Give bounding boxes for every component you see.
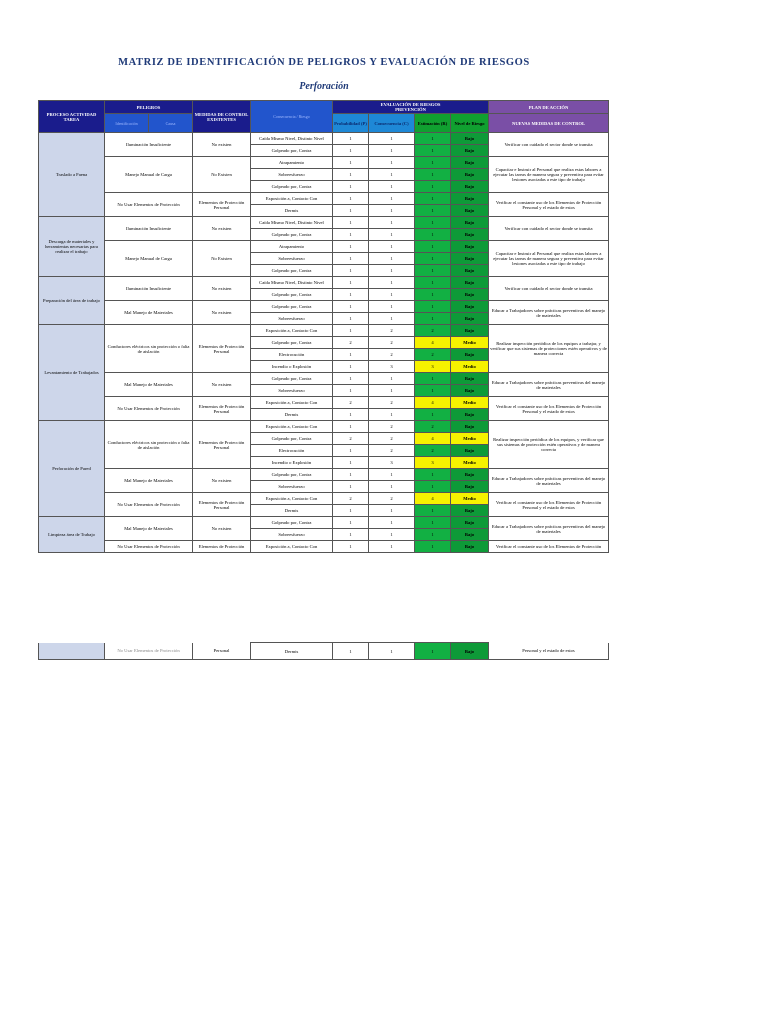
nivel-riesgo-badge: Bajo [451, 481, 489, 493]
plan-accion-cell: Verificar el constante uso de los Elementos de Protección Personal y el estado de estos [489, 493, 609, 517]
probabilidad-cell: 1 [333, 457, 369, 469]
nivel-riesgo-badge: Bajo [451, 313, 489, 325]
nivel-riesgo-badge: Medio [451, 433, 489, 445]
tail-c-cell: 1 [369, 643, 415, 660]
severidad-cell: 1 [369, 313, 415, 325]
consecuencia-cell: Dermis [251, 505, 333, 517]
probabilidad-cell: 1 [333, 277, 369, 289]
severidad-cell: 1 [369, 181, 415, 193]
consecuencia-cell: Golpeado por, Contra [251, 145, 333, 157]
probabilidad-cell: 1 [333, 145, 369, 157]
consecuencia-cell: Exposición a, Contacto Con [251, 421, 333, 433]
consecuencia-cell: Exposición a, Contacto Con [251, 541, 333, 553]
nivel-riesgo-badge: Bajo [451, 421, 489, 433]
consecuencia-cell: Incendio o Explosión [251, 361, 333, 373]
header-consecuencia-c: Consecuencia (C) [369, 114, 415, 133]
consecuencia-cell: Golpeado por, Contra [251, 265, 333, 277]
header-prevencion-label: PREVENCIÓN [395, 107, 426, 112]
tail-consecuencia-cell: Dermis [251, 643, 333, 660]
probabilidad-cell: 1 [333, 373, 369, 385]
consecuencia-cell: Golpeado por, Contra [251, 229, 333, 241]
proceso-cell: Preparación del área de trabajo [39, 277, 105, 325]
consecuencia-cell: Golpeado por, Contra [251, 337, 333, 349]
consecuencia-cell: Exposición a, Contacto Con [251, 493, 333, 505]
nivel-riesgo-badge: Bajo [451, 505, 489, 517]
severidad-cell: 2 [369, 445, 415, 457]
plan-accion-cell: Educar a Trabajadores sobre prácticas preventivas del manejo de materiales [489, 517, 609, 541]
probabilidad-cell: 1 [333, 481, 369, 493]
header-proceso: PROCESO ACTIVIDAD TAREA [39, 101, 105, 133]
consecuencia-cell: Sobreesfuerzo [251, 313, 333, 325]
severidad-cell: 2 [369, 493, 415, 505]
estimacion-cell: 1 [415, 517, 451, 529]
consecuencia-cell: Golpeado por, Contra [251, 433, 333, 445]
header-estimacion: Estimación (R) [415, 114, 451, 133]
table-row [39, 241, 609, 253]
consecuencia-cell: Golpeado por, Contra [251, 469, 333, 481]
consecuencia-cell: Electrocución [251, 349, 333, 361]
probabilidad-cell: 1 [333, 301, 369, 313]
estimacion-cell: 1 [415, 277, 451, 289]
nivel-riesgo-badge: Bajo [451, 373, 489, 385]
severidad-cell: 2 [369, 349, 415, 361]
header-consecuencia: Consecuencia / Riesgo [251, 101, 333, 133]
medida-cell: No existen [193, 277, 251, 301]
estimacion-cell: 4 [415, 433, 451, 445]
plan-accion-cell: Realizar inspección periódica de los equipos, y verificar que sus sistemas de protección estén operativos y de manera correcta [489, 421, 609, 469]
proceso-cell: Traslado a Faena [39, 133, 105, 217]
estimacion-cell: 1 [415, 253, 451, 265]
header-nuevas-medidas: NUEVAS MEDIDAS DE CONTROL [489, 114, 609, 133]
table-row [39, 133, 609, 145]
consecuencia-cell: Dermis [251, 205, 333, 217]
estimacion-cell: 2 [415, 349, 451, 361]
header-probabilidad: Probabilidad (P) [333, 114, 369, 133]
estimacion-cell: 1 [415, 145, 451, 157]
nivel-riesgo-badge: Bajo [451, 193, 489, 205]
medida-cell: Elementos de Protección Personal [193, 397, 251, 421]
severidad-cell: 2 [369, 337, 415, 349]
table-row [39, 217, 609, 229]
severidad-cell: 2 [369, 325, 415, 337]
peligro-cell: Iluminación Insuficiente [105, 133, 193, 157]
severidad-cell: 1 [369, 373, 415, 385]
medida-cell: Elementos de Protección Personal [193, 421, 251, 469]
severidad-cell: 1 [369, 229, 415, 241]
consecuencia-cell: Sobreesfuerzo [251, 385, 333, 397]
probabilidad-cell: 1 [333, 325, 369, 337]
probabilidad-cell: 1 [333, 253, 369, 265]
medida-cell: No existen [193, 373, 251, 397]
probabilidad-cell: 1 [333, 133, 369, 145]
estimacion-cell: 1 [415, 229, 451, 241]
estimacion-cell: 1 [415, 241, 451, 253]
peligro-cell: No Usar Elementos de Protección [105, 541, 193, 553]
severidad-cell: 2 [369, 397, 415, 409]
tail-proceso-cell [39, 643, 105, 660]
risk-matrix-continuation [38, 642, 609, 660]
nivel-riesgo-badge: Medio [451, 397, 489, 409]
header-peligros-causa: Causa [149, 114, 193, 133]
consecuencia-cell: Atrapamiento [251, 241, 333, 253]
peligro-cell: Conductores eléctricos sin protección o falta de aislación [105, 421, 193, 469]
consecuencia-cell: Sobreesfuerzo [251, 169, 333, 181]
plan-accion-cell: Realizar inspección periódica de los equipos a trabajar, y verificar que sus sistemas de protecciones estén operativos y de manera correcta [489, 325, 609, 373]
medida-cell: Elementos de Protección Personal [193, 193, 251, 217]
probabilidad-cell: 1 [333, 181, 369, 193]
nivel-riesgo-badge: Bajo [451, 169, 489, 181]
estimacion-cell: 1 [415, 469, 451, 481]
table-row [39, 421, 609, 433]
medida-cell: No existen [193, 517, 251, 541]
estimacion-cell: 1 [415, 313, 451, 325]
tail-medida-cell: Personal [193, 643, 251, 660]
severidad-cell: 1 [369, 193, 415, 205]
nivel-riesgo-badge: Medio [451, 337, 489, 349]
severidad-cell: 1 [369, 157, 415, 169]
probabilidad-cell: 1 [333, 205, 369, 217]
severidad-cell: 1 [369, 145, 415, 157]
consecuencia-cell: Dermis [251, 409, 333, 421]
table-row [39, 325, 609, 337]
severidad-cell: 1 [369, 541, 415, 553]
proceso-cell: Limpieza área de Trabajo [39, 517, 105, 553]
estimacion-cell: 1 [415, 301, 451, 313]
header-peligros-identificacion: Identificación [105, 114, 149, 133]
header-evaluacion-label: EVALUACIÓN DE RIESGOS [380, 102, 441, 107]
estimacion-cell: 1 [415, 133, 451, 145]
consecuencia-cell: Golpeado por, Contra [251, 301, 333, 313]
probabilidad-cell: 1 [333, 409, 369, 421]
document-title: MATRIZ DE IDENTIFICACIÓN DE PELIGROS Y EVALUACIÓN DE RIESGOS [118, 57, 530, 68]
consecuencia-cell: Caída Mismo Nivel, Distinto Nivel [251, 277, 333, 289]
severidad-cell: 1 [369, 517, 415, 529]
nivel-riesgo-badge: Bajo [451, 133, 489, 145]
consecuencia-cell: Golpeado por, Contra [251, 517, 333, 529]
medida-cell: Elementos de Protección Personal [193, 325, 251, 373]
consecuencia-cell: Electrocución [251, 445, 333, 457]
table-row [39, 397, 609, 409]
plan-accion-cell: Verificar con cuidado el sector donde se transita [489, 217, 609, 241]
estimacion-cell: 1 [415, 529, 451, 541]
plan-accion-cell: Capacitar e Instruir al Personal que realiza estas labores a ejecutar las tareas de manera segura y preventiva para evitar lesiones asociadas a este tipo de trabajo [489, 157, 609, 193]
medida-cell: Elementos de Protección Personal [193, 493, 251, 517]
estimacion-cell: 4 [415, 493, 451, 505]
severidad-cell: 1 [369, 529, 415, 541]
probabilidad-cell: 1 [333, 361, 369, 373]
estimacion-cell: 1 [415, 181, 451, 193]
nivel-riesgo-badge: Bajo [451, 157, 489, 169]
probabilidad-cell: 2 [333, 433, 369, 445]
probabilidad-cell: 1 [333, 265, 369, 277]
consecuencia-cell: Golpeado por, Contra [251, 181, 333, 193]
severidad-cell: 1 [369, 481, 415, 493]
table-row [39, 301, 609, 313]
peligro-cell: Manejo Manual de Carga [105, 241, 193, 277]
probabilidad-cell: 1 [333, 169, 369, 181]
probabilidad-cell: 2 [333, 493, 369, 505]
nivel-riesgo-badge: Bajo [451, 445, 489, 457]
table-row [39, 277, 609, 289]
estimacion-cell: 1 [415, 193, 451, 205]
table-row [39, 493, 609, 505]
nivel-riesgo-badge: Medio [451, 493, 489, 505]
peligro-cell: Manejo Manual de Carga [105, 157, 193, 193]
plan-accion-cell: Educar a Trabajadores sobre prácticas preventivas del manejo de materiales [489, 301, 609, 325]
nivel-riesgo-badge: Bajo [451, 145, 489, 157]
nivel-riesgo-badge: Bajo [451, 349, 489, 361]
severidad-cell: 1 [369, 241, 415, 253]
table-row [39, 193, 609, 205]
nivel-riesgo-badge: Bajo [451, 217, 489, 229]
probabilidad-cell: 1 [333, 229, 369, 241]
header-medidas: MEDIDAS DE CONTROL EXISTENTES [193, 101, 251, 133]
proceso-cell: Descarga de materiales y herramientas necesarias para realizar el trabajo [39, 217, 105, 277]
probabilidad-cell: 1 [333, 289, 369, 301]
peligro-cell: No Usar Elementos de Protección [105, 397, 193, 421]
estimacion-cell: 1 [415, 265, 451, 277]
probabilidad-cell: 1 [333, 445, 369, 457]
tail-peligro-cell [105, 643, 193, 660]
nivel-riesgo-badge: Bajo [451, 181, 489, 193]
consecuencia-cell: Atrapamiento [251, 157, 333, 169]
nivel-riesgo-badge: Bajo [451, 301, 489, 313]
severidad-cell: 1 [369, 277, 415, 289]
peligro-cell: Mal Manejo de Materiales [105, 517, 193, 541]
severidad-cell: 1 [369, 469, 415, 481]
severidad-cell: 1 [369, 385, 415, 397]
probabilidad-cell: 1 [333, 505, 369, 517]
plan-accion-cell: Capacitar e Instruir al Personal que realiza estas labores a ejecutar las tareas de manera segura y preventiva para evitar lesiones asociadas a este tipo de trabajo [489, 241, 609, 277]
tail-peligro-label: No Usar Elementos de Protección [117, 648, 180, 654]
probabilidad-cell: 1 [333, 385, 369, 397]
severidad-cell: 1 [369, 253, 415, 265]
plan-accion-cell: Educar a Trabajadores sobre prácticas preventivas del manejo de materiales [489, 469, 609, 493]
nivel-riesgo-badge: Bajo [451, 241, 489, 253]
estimacion-cell: 1 [415, 385, 451, 397]
severidad-cell: 2 [369, 421, 415, 433]
table-row [39, 469, 609, 481]
estimacion-cell: 1 [415, 157, 451, 169]
probabilidad-cell: 2 [333, 337, 369, 349]
severidad-cell: 1 [369, 133, 415, 145]
consecuencia-cell: Golpeado por, Contra [251, 289, 333, 301]
plan-accion-cell: Verificar con cuidado el sector donde se transita [489, 277, 609, 301]
medida-cell: No existen [193, 469, 251, 493]
peligro-cell: Mal Manejo de Materiales [105, 301, 193, 325]
plan-accion-cell: Verificar con cuidado el sector donde se transita [489, 133, 609, 157]
table-row [39, 373, 609, 385]
nivel-riesgo-badge: Bajo [451, 265, 489, 277]
probabilidad-cell: 1 [333, 517, 369, 529]
table-row [39, 157, 609, 169]
peligro-cell: No Usar Elementos de Protección [105, 493, 193, 517]
risk-matrix-table [38, 100, 609, 553]
nivel-riesgo-badge: Bajo [451, 385, 489, 397]
plan-accion-cell: Verificar el constante uso de los Elementos de Protección Personal y el estado de estos [489, 193, 609, 217]
estimacion-cell: 1 [415, 481, 451, 493]
nivel-riesgo-badge: Bajo [451, 277, 489, 289]
peligro-cell: Iluminación Insuficiente [105, 217, 193, 241]
consecuencia-cell: Sobreesfuerzo [251, 481, 333, 493]
estimacion-cell: 3 [415, 361, 451, 373]
nivel-riesgo-badge: Bajo [451, 229, 489, 241]
plan-accion-cell: Educar a Trabajadores sobre prácticas preventivas del manejo de materiales [489, 373, 609, 397]
peligro-cell: Conductores eléctricos sin protección o falta de aislación [105, 325, 193, 373]
estimacion-cell: 2 [415, 325, 451, 337]
probabilidad-cell: 2 [333, 397, 369, 409]
nivel-riesgo-badge: Medio [451, 361, 489, 373]
estimacion-cell: 4 [415, 337, 451, 349]
medida-cell: No existen [193, 133, 251, 157]
probabilidad-cell: 1 [333, 349, 369, 361]
nivel-riesgo-badge: Bajo [451, 253, 489, 265]
probabilidad-cell: 1 [333, 313, 369, 325]
peligro-cell: No Usar Elementos de Protección [105, 193, 193, 217]
nivel-riesgo-badge: Bajo [451, 205, 489, 217]
header-plan: PLAN DE ACCIÓN [489, 101, 609, 114]
tail-r-cell: 1 [415, 643, 451, 660]
table-row [39, 517, 609, 529]
estimacion-cell: 2 [415, 445, 451, 457]
estimacion-cell: 1 [415, 409, 451, 421]
consecuencia-cell: Exposición a, Contacto Con [251, 397, 333, 409]
peligro-cell: Mal Manejo de Materiales [105, 469, 193, 493]
severidad-cell: 1 [369, 205, 415, 217]
estimacion-cell: 1 [415, 217, 451, 229]
document-subtitle: Perforación [299, 81, 349, 92]
table-row [39, 541, 609, 553]
consecuencia-cell: Exposición a, Contacto Con [251, 193, 333, 205]
consecuencia-cell: Sobreesfuerzo [251, 529, 333, 541]
severidad-cell: 1 [369, 301, 415, 313]
consecuencia-cell: Incendio o Explosión [251, 457, 333, 469]
nivel-riesgo-badge: Bajo [451, 529, 489, 541]
probabilidad-cell: 1 [333, 193, 369, 205]
probabilidad-cell: 1 [333, 157, 369, 169]
consecuencia-cell: Golpeado por, Contra [251, 373, 333, 385]
nivel-riesgo-badge: Bajo [451, 325, 489, 337]
proceso-cell: Perforación de Pared [39, 421, 105, 517]
peligro-cell: Mal Manejo de Materiales [105, 373, 193, 397]
page-gap [0, 559, 768, 642]
severidad-cell: 1 [369, 169, 415, 181]
nivel-riesgo-badge: Bajo [451, 517, 489, 529]
estimacion-cell: 1 [415, 289, 451, 301]
estimacion-cell: 1 [415, 505, 451, 517]
probabilidad-cell: 1 [333, 217, 369, 229]
peligro-cell: Iluminación Insuficiente [105, 277, 193, 301]
header-evaluacion [333, 101, 489, 114]
estimacion-cell: 1 [415, 541, 451, 553]
estimacion-cell: 3 [415, 457, 451, 469]
consecuencia-cell: Sobreesfuerzo [251, 253, 333, 265]
probabilidad-cell: 1 [333, 529, 369, 541]
tail-plan-cell: Personal y el estado de estos [489, 643, 609, 660]
severidad-cell: 3 [369, 457, 415, 469]
nivel-riesgo-badge: Medio [451, 457, 489, 469]
estimacion-cell: 1 [415, 169, 451, 181]
severidad-cell: 1 [369, 505, 415, 517]
medida-cell: No existen [193, 301, 251, 325]
probabilidad-cell: 1 [333, 469, 369, 481]
header-peligros: PELIGROS [105, 101, 193, 114]
medida-cell: No Existen [193, 157, 251, 193]
nivel-riesgo-badge: Bajo [451, 409, 489, 421]
header-nivel: Nivel de Riesgo [451, 114, 489, 133]
risk-matrix-body [39, 133, 609, 553]
nivel-riesgo-badge: Bajo [451, 469, 489, 481]
severidad-cell: 1 [369, 265, 415, 277]
probabilidad-cell: 1 [333, 541, 369, 553]
severidad-cell: 1 [369, 217, 415, 229]
medida-cell: No Existen [193, 241, 251, 277]
severidad-cell: 3 [369, 361, 415, 373]
medida-cell: No existen [193, 217, 251, 241]
estimacion-cell: 4 [415, 397, 451, 409]
probabilidad-cell: 1 [333, 421, 369, 433]
consecuencia-cell: Caída Mismo Nivel, Distinto Nivel [251, 217, 333, 229]
nivel-riesgo-badge: Bajo [451, 289, 489, 301]
severidad-cell: 1 [369, 409, 415, 421]
nivel-riesgo-badge: Bajo [451, 541, 489, 553]
consecuencia-cell: Caída Mismo Nivel, Distinto Nivel [251, 133, 333, 145]
tail-p-cell: 1 [333, 643, 369, 660]
estimacion-cell: 2 [415, 421, 451, 433]
severidad-cell: 2 [369, 433, 415, 445]
plan-accion-cell: Verificar el constante uso de los Elementos de Protección [489, 541, 609, 553]
estimacion-cell: 1 [415, 205, 451, 217]
plan-accion-cell: Verificar el constante uso de los Elementos de Protección Personal y el estado de estos [489, 397, 609, 421]
severidad-cell: 1 [369, 289, 415, 301]
estimacion-cell: 1 [415, 373, 451, 385]
consecuencia-cell: Exposición a, Contacto Con [251, 325, 333, 337]
proceso-cell: Levantamiento de Trabajados [39, 325, 105, 421]
probabilidad-cell: 1 [333, 241, 369, 253]
tail-nivel-cell: Bajo [451, 643, 489, 660]
medida-cell: Elementos de Protección [193, 541, 251, 553]
